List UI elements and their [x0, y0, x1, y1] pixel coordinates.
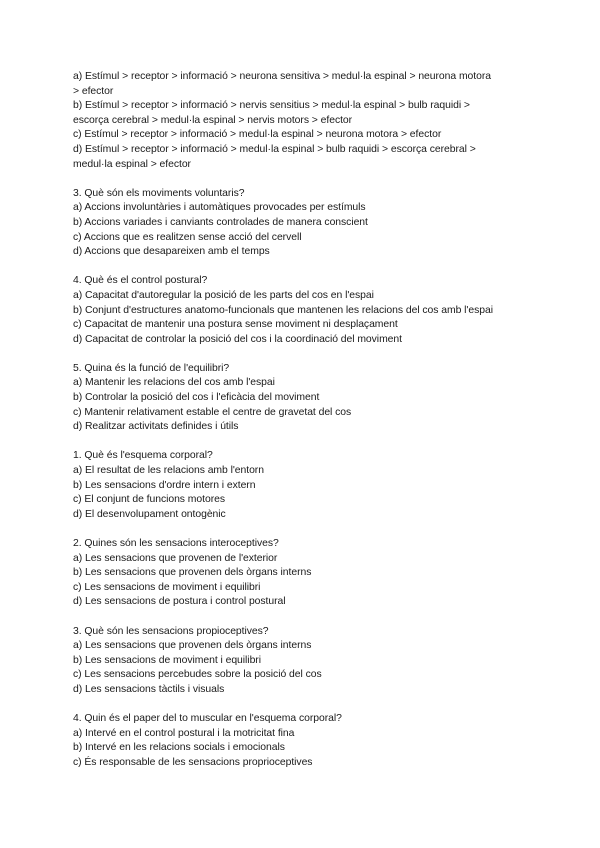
- question-balance-function: [73, 362, 533, 435]
- spacer: [73, 260, 533, 275]
- option-b: b) Accions variades i canviants controlades de manera conscient: [73, 216, 368, 228]
- option-c: c) Les sensacions percebudes sobre la posició del cos: [73, 669, 322, 681]
- option-d: d) Accions que desapareixen amb el temps: [73, 246, 270, 258]
- spacer: [73, 522, 533, 537]
- option-a: a) El resultat de les relacions amb l'entorn: [73, 465, 264, 477]
- question-title: 5. Quina és la funció de l'equilibri?: [73, 362, 230, 374]
- option-c: c) Capacitat de mantenir una postura sense moviment ni desplaçament: [73, 319, 398, 331]
- option-d: d) Les sensacions tàctils i visuals: [73, 683, 225, 695]
- option-a: a) Intervé en el control postural i la motricitat fina: [73, 727, 295, 739]
- question-title: 4. Quin és el paper del to muscular en l'esquema corporal?: [73, 713, 342, 725]
- option-d: d) Les sensacions de postura i control postural: [73, 596, 286, 608]
- question-title: 1. Què és l'esquema corporal?: [73, 450, 213, 462]
- option-d: d) Estímul > receptor > informació > medul·la espinal > bulb raquidi > escorça cerebral >: [73, 143, 476, 155]
- option-c: c) Accions que es realitzen sense acció del cervell: [73, 231, 302, 243]
- option-b: b) Controlar la posició del cos i l'eficàcia del moviment: [73, 392, 320, 404]
- option-a: a) Les sensacions que provenen de l'exterior: [73, 552, 278, 564]
- option-b: b) Les sensacions que provenen dels òrgans interns: [73, 567, 312, 579]
- option-c: c) Les sensacions de moviment i equilibri: [73, 581, 261, 593]
- question-interoceptive: [73, 537, 533, 610]
- question-sequence-options: [73, 70, 533, 172]
- option-b: b) Estímul > receptor > informació > nervis sensitius > medul·la espinal > bulb raquidi >: [73, 100, 470, 112]
- option-d-continued: medul·la espinal > efector: [73, 158, 191, 170]
- question-muscle-tone: [73, 712, 533, 770]
- option-c: c) És responsable de les sensacions proprioceptives: [73, 756, 313, 768]
- question-postural-control: [73, 274, 533, 347]
- option-a: a) Capacitat d'autoregular la posició de les parts del cos en l'espai: [73, 289, 374, 301]
- question-title: 2. Quines són les sensacions interoceptives?: [73, 538, 279, 549]
- option-d: d) Capacitat de controlar la posició del cos i la coordinació del moviment: [73, 333, 402, 345]
- option-d: d) El desenvolupament ontogènic: [73, 508, 226, 520]
- option-a: a) Mantenir les relacions del cos amb l'espai: [73, 377, 275, 389]
- question-body-schema: [73, 449, 533, 522]
- option-b: b) Les sensacions de moviment i equilibri: [73, 654, 261, 666]
- question-proprioceptive: [73, 625, 533, 698]
- document-content: [73, 70, 533, 771]
- option-c: c) Estímul > receptor > informació > medul·la espinal > neurona motora > efector: [73, 129, 442, 141]
- question-voluntary-movements: [73, 187, 533, 260]
- spacer: [73, 347, 533, 362]
- option-a-continued: > efector: [73, 85, 114, 97]
- spacer: [73, 172, 533, 187]
- option-b-continued: escorça cerebral > medul·la espinal > nervis motors > efector: [73, 114, 353, 126]
- option-c: c) Mantenir relativament estable el centre de gravetat del cos: [73, 406, 352, 418]
- option-b: b) Conjunt d'estructures anatomo-funcionals que mantenen les relacions del cos amb l'espai: [73, 304, 493, 316]
- question-title: 3. Què són les sensacions propioceptives?: [73, 625, 269, 637]
- spacer: [73, 435, 533, 450]
- option-c: c) El conjunt de funcions motores: [73, 494, 225, 506]
- option-a: a) Estímul > receptor > informació > neurona sensitiva > medul·la espinal > neurona motora: [73, 71, 491, 82]
- option-d: d) Realitzar activitats definides i útils: [73, 421, 239, 433]
- option-b: b) Les sensacions d'ordre intern i extern: [73, 479, 256, 491]
- spacer: [73, 698, 533, 713]
- spacer: [73, 610, 533, 625]
- question-title: 4. Què és el control postural?: [73, 275, 208, 287]
- option-a: a) Les sensacions que provenen dels òrgans interns: [73, 640, 312, 652]
- option-a: a) Accions involuntàries i automàtiques provocades per estímuls: [73, 202, 366, 214]
- option-b: b) Intervé en les relacions socials i emocionals: [73, 742, 285, 754]
- question-title: 3. Què són els moviments voluntaris?: [73, 187, 245, 199]
